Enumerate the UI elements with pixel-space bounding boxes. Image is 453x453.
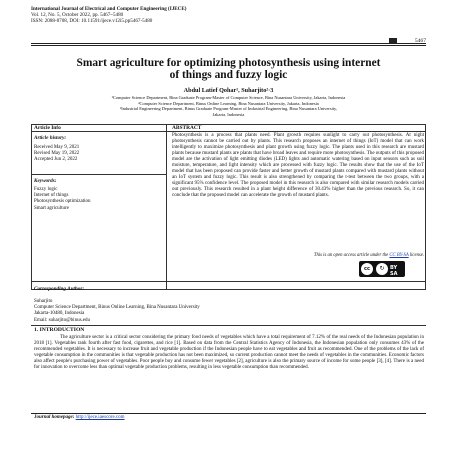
journal-issn: ISSN: 2088-8708, DOI: 10.11591/ijece.v12i5.pp5467-5480 [31, 18, 153, 25]
corresponding-author [34, 299, 424, 324]
affiliation-2: ²Computer Science Department, Binus Online Learning, Bina Nusantara University, Jakarta, Indonesia [138, 100, 319, 106]
journal-homepage-link[interactable]: http://ijece.iaescore.com [75, 415, 125, 420]
keyword: Photosynthesis optimization [34, 199, 91, 205]
keyword: Internet of things [34, 193, 69, 199]
journal-volume: Vol. 12, No. 5, October 2022, pp. 5467~5480 [31, 12, 124, 19]
frame-head-rule [31, 131, 426, 132]
license-suffix: license. [408, 253, 424, 258]
keywords-rule [31, 174, 167, 175]
keywords-list [34, 187, 91, 212]
corresponding-city: Jakarta-10480, Indonesia [34, 311, 85, 317]
introduction-text: The agriculture sector is a critical sector considering the primary food needs of vegetables which have a total requirement of 7.12% of the real needs of the Indonesian population in 2018 [1]. Vegetables rank fourth after fast food, cigarettes, and rice [1]. Based on data from the Central Statistics Agency of Indonesia, the Indonesian population only consumes 43% of the recommended vegetables. It is necessary to increase fruit and vegetable production if the Indonesian people have to eat vegetables and fruit as recommended. One of the problems of the lack of vegetable consumption in the communities is that vegetable production has not been maximized, so current production cannot meet the needs of vegetables in the communities. Economic factors also affect people's purchasing power of vegetables. Poor people buy and consume fewer vegetables [2], agriculture is also the primary source of income for some people [3], [4]. There is a need for innovation to overcome less than optimal vegetable production problems, resulting in less vegetable consumption than recommended. [34, 335, 424, 371]
introduction-heading: 1. INTRODUCTION [34, 327, 85, 333]
journal-header [31, 6, 426, 25]
share-alike-icon: ↻ [376, 263, 388, 275]
paper-title [31, 57, 426, 81]
abstract-heading: ABSTRACT [172, 125, 202, 131]
article-info-heading: Article Info [34, 125, 61, 131]
keywords-heading: Keywords: [34, 178, 57, 184]
article-history [34, 145, 79, 164]
cc-by-sa-badge[interactable] [359, 261, 405, 277]
corresponding-name: Suharjito [34, 299, 53, 304]
keyword: Fuzzy logic [34, 187, 58, 192]
footer-rule [31, 413, 426, 414]
affiliation-3: ³Industrial Engineering Department, Binus Graduate Program-Master of Industrial Engineering, Bina Nusantara University, [119, 106, 338, 112]
frame-bottom-rule [31, 281, 426, 282]
received-date: Received May 9, 2021 [34, 145, 80, 150]
footer [34, 415, 125, 420]
affiliation-1: ¹Computer Science Department, Bina Graduate Program-Master of Computer Science, Bina Nusantara University, Jakarta, Indonesia [111, 95, 346, 100]
title-line-1: Smart agriculture for optimizing photosynthesis using internet [76, 57, 381, 69]
affiliation-3-cont: Jakarta, Indonesia [212, 111, 245, 117]
keyword: Smart agriculture [34, 205, 69, 211]
cc-icon: cc [361, 263, 373, 275]
accepted-date: Accepted Jun 2, 2022 [34, 157, 78, 163]
history-heading: Article history: [34, 135, 67, 141]
footer-label: Journal homepage: [34, 415, 75, 420]
license-link[interactable]: CC BY-SA [389, 253, 409, 258]
authors: Abdul Latief Qohar¹, Suharjito²·3 [183, 87, 274, 94]
revised-date: Revised May 19, 2022 [34, 151, 80, 157]
corresponding-dept: Computer Science Department, Binus Online Learning, Bina Nusantara University [34, 305, 200, 311]
journal-name: International Journal of Electrical and Computer Engineering (IJECE) [31, 6, 187, 12]
license-prefix: This is an open access article under the [313, 253, 390, 258]
license-line [172, 253, 424, 258]
page-number: 5467 [414, 38, 426, 44]
corresponding-rule [31, 325, 426, 326]
abstract-text: Photosynthesis is a process that plants need. Plant growth requires sunlight to carry out photosynthesis. At night photosynthesis cannot be carried out by plants. This research proposes an internet of things (IoT) model that can work intelligently to maximize photosynthesis and plant growth using fuzzy logic. The plants used in this research are mustard plants because mustard plants are plants that have broad leaves and require more photosynthesis. The outputs of this proposed model are the activation of light emitting diodes (LED) lights and automatic watering based on input sensors such as soil moisture, temperature, and light intensity which are processed with fuzzy logic. The results show that the use of the IoT model that has been proposed can provide faster and better growth of mustard plants compared with mustard plants without an IoT system and fuzzy logic. This result is also strengthened by comparing the t-test between the two groups, with a significant 95% confidence level. The proposed model in this research is also compared with similar research models carried out previously. This research resulted in a plant height difference of 30.43% higher than the previous research. So, it can conclude that the proposed model can accelerate the growth of mustard plants. [172, 133, 424, 199]
affiliations [60, 95, 397, 117]
cc-badge-label: BY SA [390, 265, 398, 277]
corresponding-email[interactable]: Email: suharjito@binus.edu [34, 317, 90, 323]
corresponding-heading: Corresponding Author: [34, 286, 85, 292]
title-line-2: of things and fuzzy logic [169, 69, 288, 82]
header-rule-thin [31, 45, 426, 46]
